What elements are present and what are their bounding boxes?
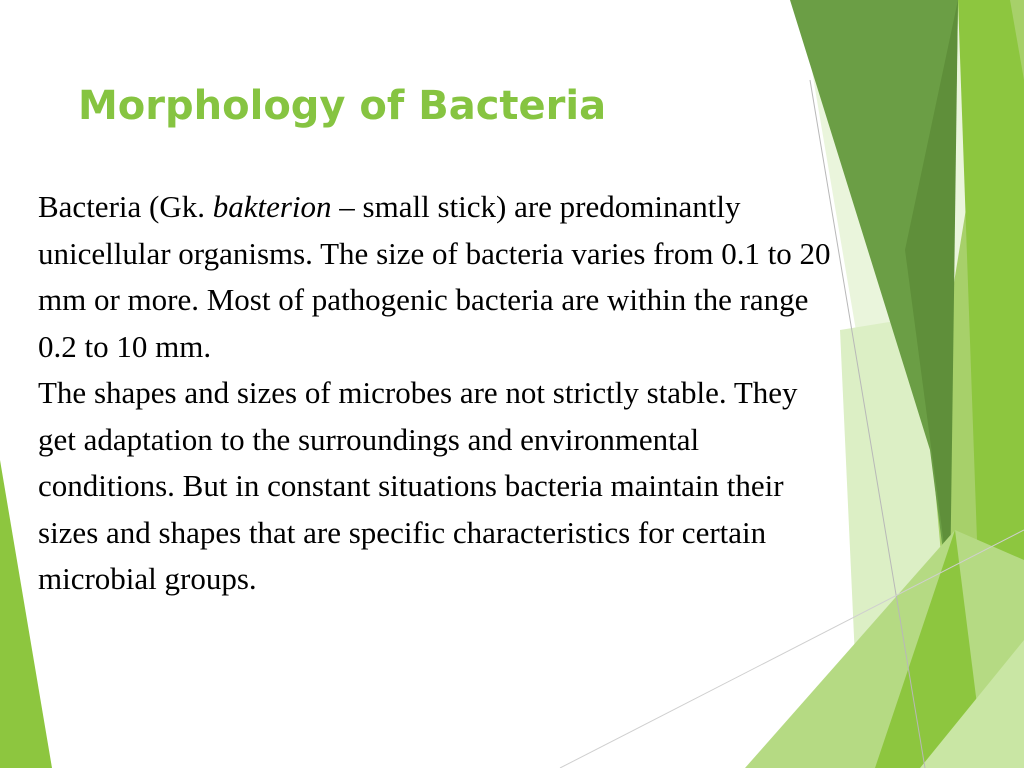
slide-title: Morphology of Bacteria — [78, 83, 607, 129]
paragraph-1 — [38, 184, 838, 370]
paragraph-1-term: bakterion — [212, 189, 332, 224]
paragraph-1-suffix: – small stick) are predominantly unicellular organisms. The size of bacteria varies from 0.1 to 20 mm or more. Most of pathogenic bacteria are within the range 0.2 to 10 mm. — [38, 189, 831, 364]
paragraph-1-prefix: Bacteria (Gk. — [38, 189, 213, 224]
paragraph-2: The shapes and sizes of microbes are not strictly stable. They get adaptation to the surroundings and environmental conditions. But in constant situations bacteria maintain their sizes and shapes that are specific characteristics for certain microbial groups. — [38, 375, 798, 596]
slide-body — [38, 184, 838, 603]
